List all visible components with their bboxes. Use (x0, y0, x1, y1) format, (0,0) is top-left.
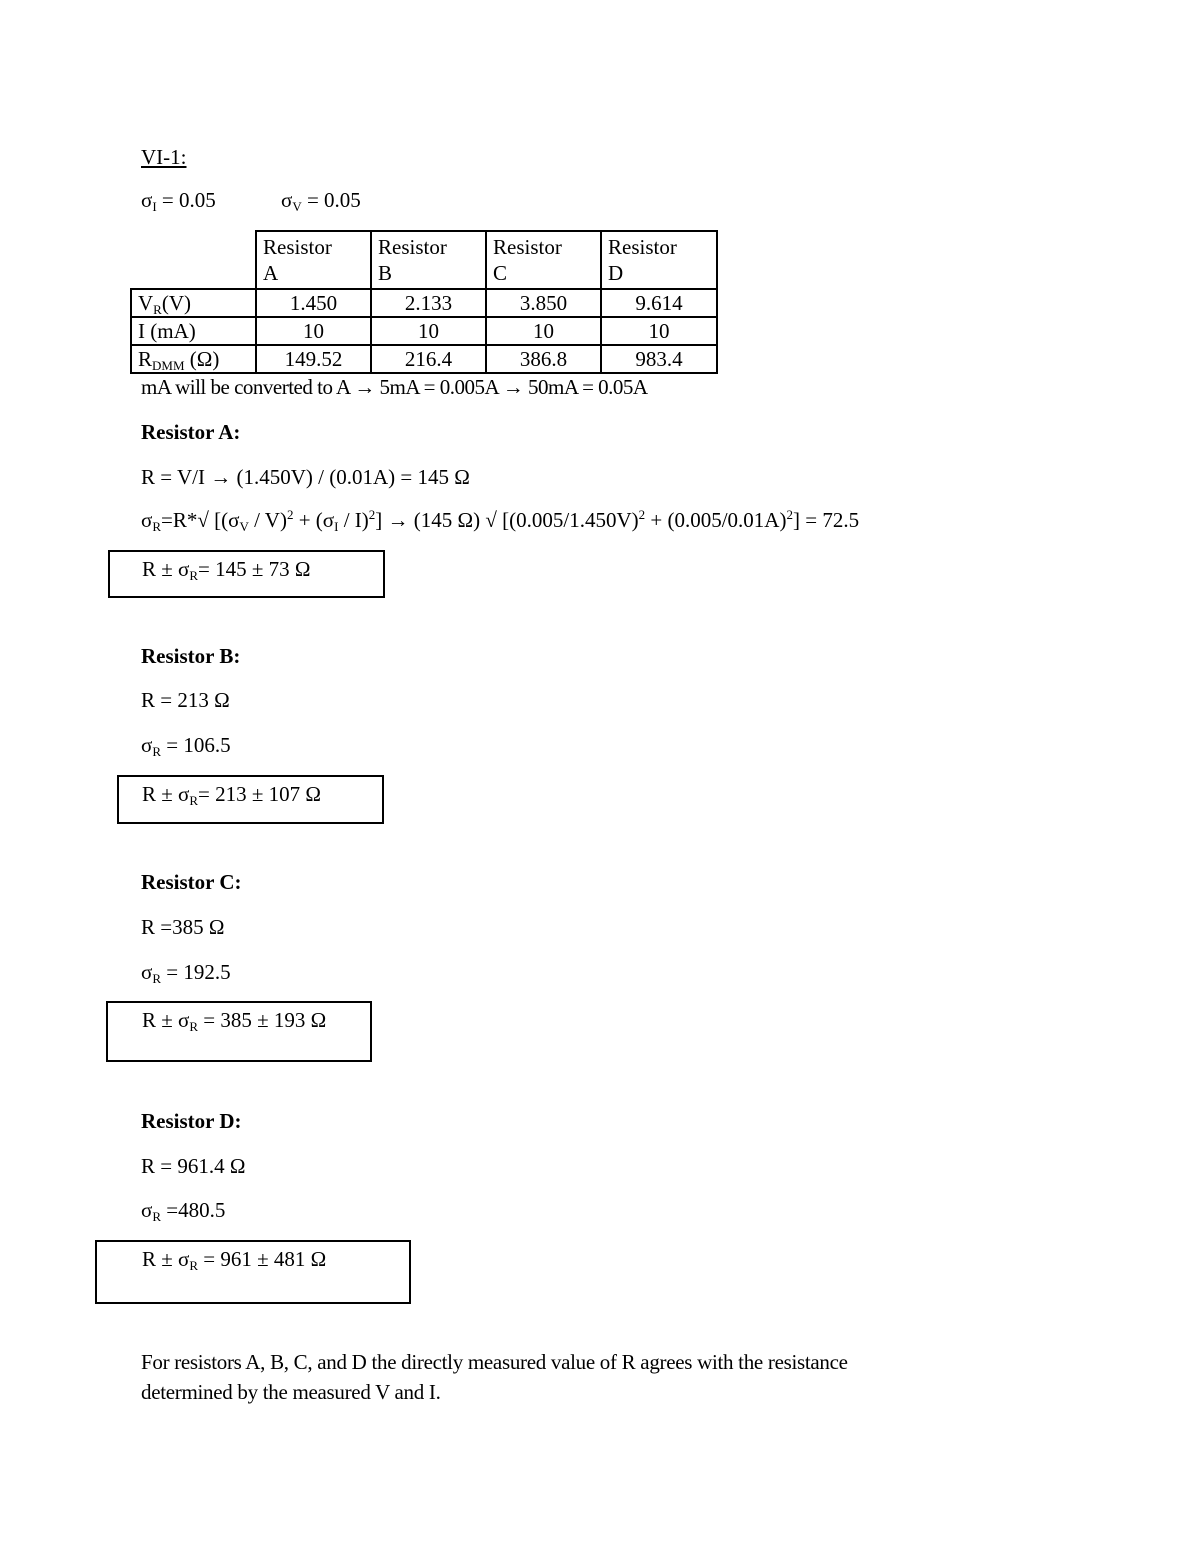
table-cell: 10 (256, 317, 371, 345)
sigma-value: = 106.5 (166, 733, 231, 757)
row-label (131, 345, 256, 373)
sigma-symbol: σ (141, 960, 153, 984)
measurement-table (130, 230, 718, 374)
superscript: 2 (368, 507, 376, 522)
table-cell: 386.8 (486, 345, 601, 373)
r-pm-label: R ± σ (142, 782, 190, 806)
sigma-i-value: = 0.05 (156, 188, 216, 212)
row-label-main: I (mA) (138, 319, 196, 343)
conclusion-line-1: For resistors A, B, C, and D the directly measured value of R agrees with the resistance (141, 1350, 848, 1374)
resistor-d-heading: Resistor D: (141, 1109, 242, 1133)
resistor-c-result (142, 1009, 326, 1032)
table-cell: 983.4 (601, 345, 717, 373)
table-header-cell (601, 231, 717, 289)
sigma-symbol: σ (141, 733, 153, 757)
page-title (141, 147, 187, 168)
sigma-i-given (141, 188, 216, 214)
formula-part: ] = 72.5 (792, 508, 860, 532)
table-header-cell (486, 231, 601, 289)
resistor-c-sigma-line (141, 960, 231, 986)
table-cell: 216.4 (371, 345, 486, 373)
row-label-sub: DMM (152, 358, 185, 373)
table-header-cell (256, 231, 371, 289)
subscript: V (239, 519, 249, 534)
table-header-row (131, 231, 717, 289)
resistor-b-sigma-line (141, 733, 231, 759)
table-row (131, 345, 717, 373)
table-cell: 1.450 (256, 289, 371, 317)
row-label (131, 317, 256, 345)
resistor-d-r-line: R = 961.4 Ω (141, 1154, 246, 1178)
conversion-note: mA will be converted to A → 5mA = 0.005A → 50mA = 0.05A (141, 375, 648, 399)
resistor-d-result-box (95, 1240, 411, 1304)
header-line2: A (263, 261, 279, 285)
page-title-text: VI-1: (141, 145, 187, 169)
formula-part: ] → (145 Ω) √ [(0.005/1.450V) (375, 508, 639, 532)
row-label-main: R (138, 347, 153, 371)
table-cell: 149.52 (256, 345, 371, 373)
header-line2: D (608, 261, 624, 285)
formula-part: + (0.005/0.01A) (645, 508, 787, 532)
resistor-b-result (142, 783, 321, 806)
sigma-symbol: σ (141, 508, 153, 532)
resistor-d-sigma-line (141, 1198, 226, 1224)
table-cell: 2.133 (371, 289, 486, 317)
table-cell: 9.614 (601, 289, 717, 317)
sigma-value: = 192.5 (166, 960, 231, 984)
table-corner-cell (131, 231, 256, 289)
header-line1: Resistor (608, 235, 677, 259)
resistor-a-heading: Resistor A: (141, 420, 241, 444)
subscript: R (152, 519, 161, 534)
row-label-rest: (V) (161, 291, 191, 315)
table-cell: 10 (601, 317, 717, 345)
sigma-value: =480.5 (166, 1198, 226, 1222)
equals: = (161, 508, 173, 532)
header-line2: C (493, 261, 508, 285)
formula-part: + (σ (293, 508, 335, 532)
subscript: R (152, 971, 161, 986)
table-cell: 3.850 (486, 289, 601, 317)
r-pm-label: R ± σ (142, 1247, 190, 1271)
sigma-symbol: σ (141, 188, 153, 212)
sigma-symbol: σ (141, 1198, 153, 1222)
superscript: 2 (786, 507, 793, 522)
table-header-cell (371, 231, 486, 289)
superscript: 2 (286, 507, 294, 522)
formula-part: / V) (248, 508, 287, 532)
subscript: V (292, 199, 302, 214)
resistor-c-r-line: R =385 Ω (141, 915, 225, 939)
row-label (131, 289, 256, 317)
formula-part: / I) (338, 508, 369, 532)
result-value: = 145 ± 73 Ω (198, 557, 311, 581)
table-cell: 10 (371, 317, 486, 345)
result-value: = 961 ± 481 Ω (203, 1247, 327, 1271)
resistor-b-r-line: R = 213 Ω (141, 688, 230, 712)
subscript: I (152, 199, 157, 214)
subscript: R (189, 793, 199, 808)
resistor-c-result-box (106, 1001, 372, 1062)
subscript: R (189, 568, 199, 583)
formula-part: R*√ [(σ (172, 508, 240, 532)
sigma-v-given (281, 188, 361, 214)
resistor-a-sigma-line (141, 507, 860, 534)
table-row (131, 289, 717, 317)
r-pm-label: R ± σ (142, 1008, 190, 1032)
header-line1: Resistor (378, 235, 447, 259)
header-line1: Resistor (263, 235, 332, 259)
resistor-b-heading: Resistor B: (141, 644, 241, 668)
result-value: = 213 ± 107 Ω (198, 782, 322, 806)
row-label-sub: R (153, 302, 162, 317)
subscript: I (334, 519, 339, 534)
conclusion-line-2: determined by the measured V and I. (141, 1380, 441, 1404)
subscript: R (189, 1258, 199, 1273)
resistor-b-result-box (117, 775, 384, 824)
header-line2: B (378, 261, 393, 285)
resistor-d-result (142, 1248, 326, 1271)
subscript: R (152, 1209, 161, 1224)
subscript: R (189, 1019, 199, 1034)
subscript: R (152, 744, 161, 759)
resistor-a-result (142, 558, 311, 581)
sigma-symbol: σ (281, 188, 293, 212)
header-line1: Resistor (493, 235, 562, 259)
resistor-a-r-line: R = V/I → (1.450V) / (0.01A) = 145 Ω (141, 465, 470, 489)
row-label-main: V (138, 291, 154, 315)
resistor-c-heading: Resistor C: (141, 870, 242, 894)
table-row (131, 317, 717, 345)
result-value: = 385 ± 193 Ω (203, 1008, 327, 1032)
r-pm-label: R ± σ (142, 557, 190, 581)
table-cell: 10 (486, 317, 601, 345)
row-label-rest: (Ω) (184, 347, 220, 371)
resistor-a-result-box (108, 550, 385, 598)
sigma-v-value: = 0.05 (301, 188, 361, 212)
superscript: 2 (638, 507, 646, 522)
